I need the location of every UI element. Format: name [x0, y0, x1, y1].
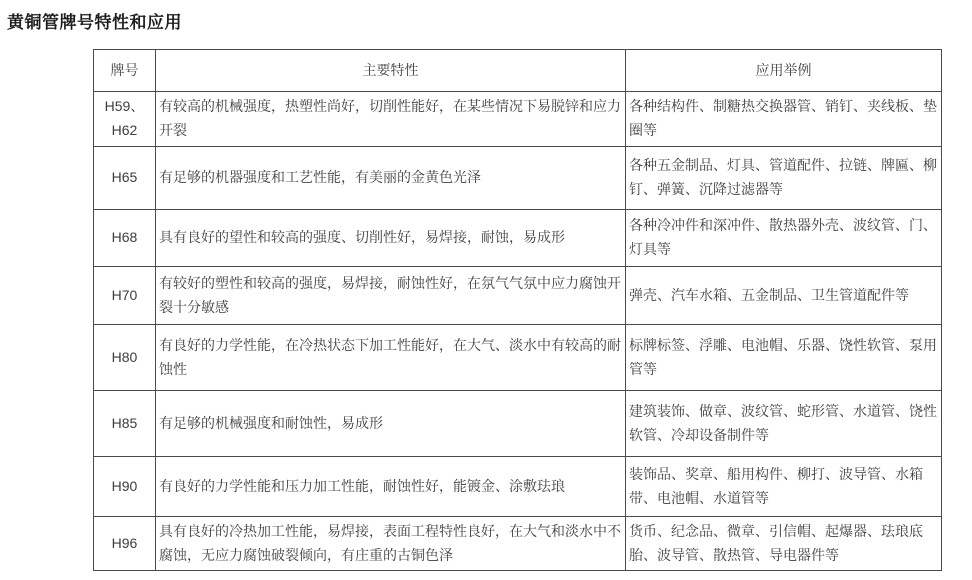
col-header-traits: 主要特性 [156, 50, 626, 92]
apps-cell: 标牌标签、浮雕、电池帽、乐器、饶性软管、泵用管等 [626, 325, 942, 391]
col-header-apps: 应用举例 [626, 50, 942, 92]
table-row [94, 517, 942, 571]
grade-cell: H70 [94, 267, 156, 325]
table-row [94, 92, 942, 147]
grade-cell: H59、H62 [94, 92, 156, 147]
col-header-grade: 牌号 [94, 50, 156, 92]
grade-cell: H68 [94, 210, 156, 267]
apps-cell: 弹壳、汽车水箱、五金制品、卫生管道配件等 [626, 267, 942, 325]
grade-cell: H96 [94, 517, 156, 571]
grade-cell: H65 [94, 147, 156, 210]
table-row [94, 267, 942, 325]
grade-cell: H85 [94, 391, 156, 457]
table-row [94, 210, 942, 267]
apps-cell: 装饰品、奖章、船用构件、柳打、波导管、水箱带、电池帽、水道管等 [626, 457, 942, 517]
table-row [94, 457, 942, 517]
brass-grade-table [93, 49, 942, 571]
table-row [94, 391, 942, 457]
apps-cell: 建筑装饰、做章、波纹管、蛇形管、水道管、饶性软管、冷却设备制件等 [626, 391, 942, 457]
table-header-row [94, 50, 942, 92]
traits-cell: 有较高的机械强度，热塑性尚好，切削性能好，在某些情况下易脱锌和应力开裂 [156, 92, 626, 147]
traits-cell: 有足够的机械强度和耐蚀性，易成形 [156, 391, 626, 457]
apps-cell: 各种五金制品、灯具、管道配件、拉链、牌匾、柳钉、弹簧、沉降过滤器等 [626, 147, 942, 210]
grade-cell: H90 [94, 457, 156, 517]
page-title: 黄铜管牌号特性和应用 [7, 13, 182, 32]
table-row [94, 325, 942, 391]
traits-cell: 有良好的力学性能，在冷热状态下加工性能好，在大气、淡水中有较高的耐蚀性 [156, 325, 626, 391]
apps-cell: 各种冷冲件和深冲件、散热器外壳、波纹管、门、灯具等 [626, 210, 942, 267]
apps-cell: 货币、纪念品、微章、引信帽、起爆器、珐琅底胎、波导管、散热管、导电器件等 [626, 517, 942, 571]
table-row [94, 147, 942, 210]
traits-cell: 有良好的力学性能和压力加工性能，耐蚀性好，能镀金、涂敷珐琅 [156, 457, 626, 517]
grade-cell: H80 [94, 325, 156, 391]
apps-cell: 各种结构件、制糖热交换器管、销钉、夹线板、垫圈等 [626, 92, 942, 147]
traits-cell: 具有良好的冷热加工性能，易焊接，表面工程特性良好，在大气和淡水中不腐蚀，无应力腐蚀破裂倾向，有庄重的古铜色泽 [156, 517, 626, 571]
traits-cell: 有较好的塑性和较高的强度，易焊接，耐蚀性好，在氛气气氛中应力腐蚀开裂十分敏感 [156, 267, 626, 325]
traits-cell: 有足够的机器强度和工艺性能，有美丽的金黄色光泽 [156, 147, 626, 210]
traits-cell: 具有良好的望性和较高的强度、切削性好，易焊接，耐蚀，易成形 [156, 210, 626, 267]
